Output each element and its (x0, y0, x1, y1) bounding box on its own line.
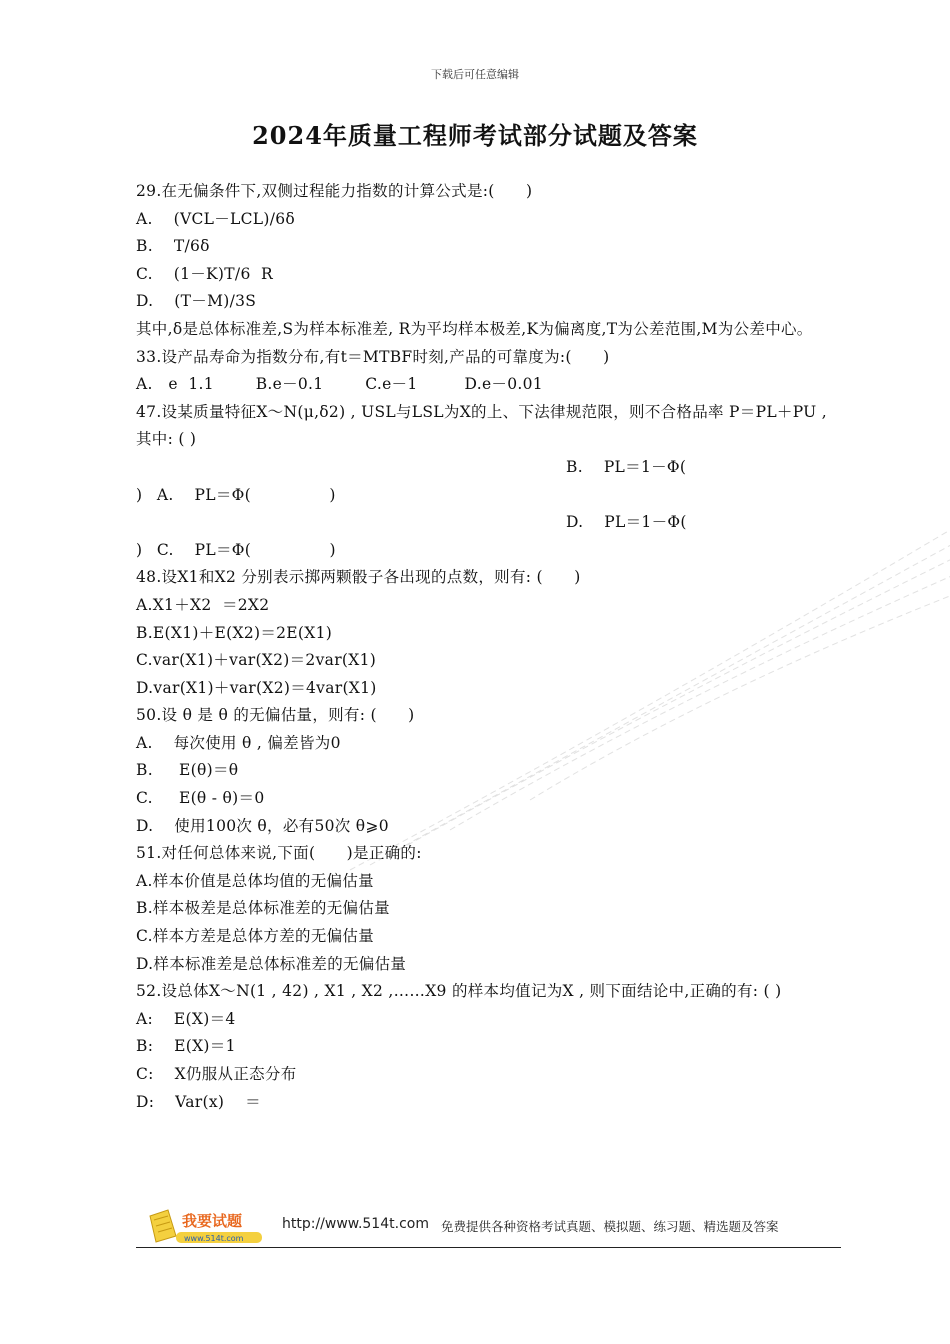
question-52-option-a: A: E(X)＝4 (136, 1009, 236, 1028)
question-48-option-b: B.E(X1)＋E(X2)＝2E(X1) (136, 623, 333, 642)
footer-url-link[interactable]: http://www.514t.com (282, 1216, 429, 1232)
question-47-option-d: D. PL＝1－Φ( (566, 513, 687, 532)
question-52-option-d: D: Var(x) ＝ (136, 1092, 261, 1111)
header-note: 下载后可任意编辑 (431, 68, 519, 81)
page-title: 2024年质量工程师考试部分试题及答案 (252, 121, 698, 150)
question-47-option-b: B. PL＝1－Φ( (566, 457, 687, 476)
question-48-option-c: C.var(X1)＋var(X2)＝2var(X1) (136, 651, 377, 670)
question-51-option-d: D.样本标准差是总体标准差的无偏估量 (136, 954, 407, 973)
question-47-option-c: C. PL＝Φ( ) (156, 540, 336, 559)
logo-title: 我要试题 (182, 1212, 243, 1230)
question-29-note: 其中,δ是总体标准差,S为样本标准差, R为平均样本极差,K为偏离度,T为公差范围,M为公差中心。 (136, 319, 813, 338)
site-logo (146, 1206, 266, 1246)
question-29-option-b: B. T/6δ (136, 237, 210, 256)
question-29-option-c: C. (1－K)T/6 R (136, 264, 274, 283)
question-33-options: A. e 1.1 B.e－0.1 C.e－1 D.e－0.01 (136, 375, 543, 394)
question-51: 51.对任何总体来说,下面( )是正确的: (136, 844, 422, 863)
question-52-option-b: B: E(X)＝1 (136, 1037, 236, 1056)
question-50-option-a: A. 每次使用 θ , 偏差皆为0 (136, 733, 341, 752)
footer-tagline: 免费提供各种资格考试真题、模拟题、练习题、精选题及答案 (441, 1219, 779, 1234)
question-29-option-d: D. (T－M)/3S (136, 292, 257, 311)
question-content (136, 178, 841, 1116)
footer-divider (136, 1247, 841, 1248)
question-47: 47.设某质量特征X～N(μ,δ2) , USL与LSL为X的上、下法律规范限，则不合格品率 P＝PL＋PU ,其中: ( ) (136, 402, 827, 449)
question-51-option-b: B.样本极差是总体标准差的无偏估量 (136, 899, 390, 918)
question-29: 29.在无偏条件下,双侧过程能力指数的计算公式是:( ) (136, 182, 533, 200)
question-47-option-b-close: ) (136, 485, 143, 504)
question-47-option-a: A. PL＝Φ( ) (156, 485, 336, 504)
question-48: 48.设X1和X2 分别表示掷两颗骰子各出现的点数，则有: ( ) (136, 568, 581, 587)
question-48-option-d: D.var(X1)＋var(X2)＝4var(X1) (136, 678, 377, 697)
question-52-option-c: C: X仍服从正态分布 (136, 1065, 297, 1083)
question-47-options-cd (136, 509, 841, 559)
question-47-option-d-close: ) (136, 540, 143, 559)
question-51-option-a: A.样本价值是总体均值的无偏估量 (136, 871, 374, 890)
question-33: 33.设产品寿命为指数分布,有t＝MTBF时刻,产品的可靠度为:( ) (136, 347, 610, 366)
question-48-option-a: A.X1＋X2 ＝2X2 (136, 595, 270, 614)
page-footer (136, 1204, 841, 1250)
question-47-options-ab (136, 454, 841, 504)
question-50-option-b: B. E(θ)＝θ (136, 761, 239, 780)
logo-url: www.514t.com (184, 1234, 244, 1243)
question-50: 50.设 θ 是 θ 的无偏估量，则有: ( ) (136, 706, 415, 725)
question-50-option-d: D. 使用100次 θ，必有50次 θ⩾0 (136, 816, 389, 835)
question-52: 52.设总体X～N(1 , 42) , X1 , X2 ,……X9 的样本均值记为X , 则下面结论中,正确的有: ( ) (136, 982, 782, 1001)
question-29-option-a: A. (VCL－LCL)/6δ (136, 209, 296, 228)
question-50-option-c: C. E(θ - θ)＝0 (136, 789, 265, 808)
question-51-option-c: C.样本方差是总体方差的无偏估量 (136, 927, 375, 946)
